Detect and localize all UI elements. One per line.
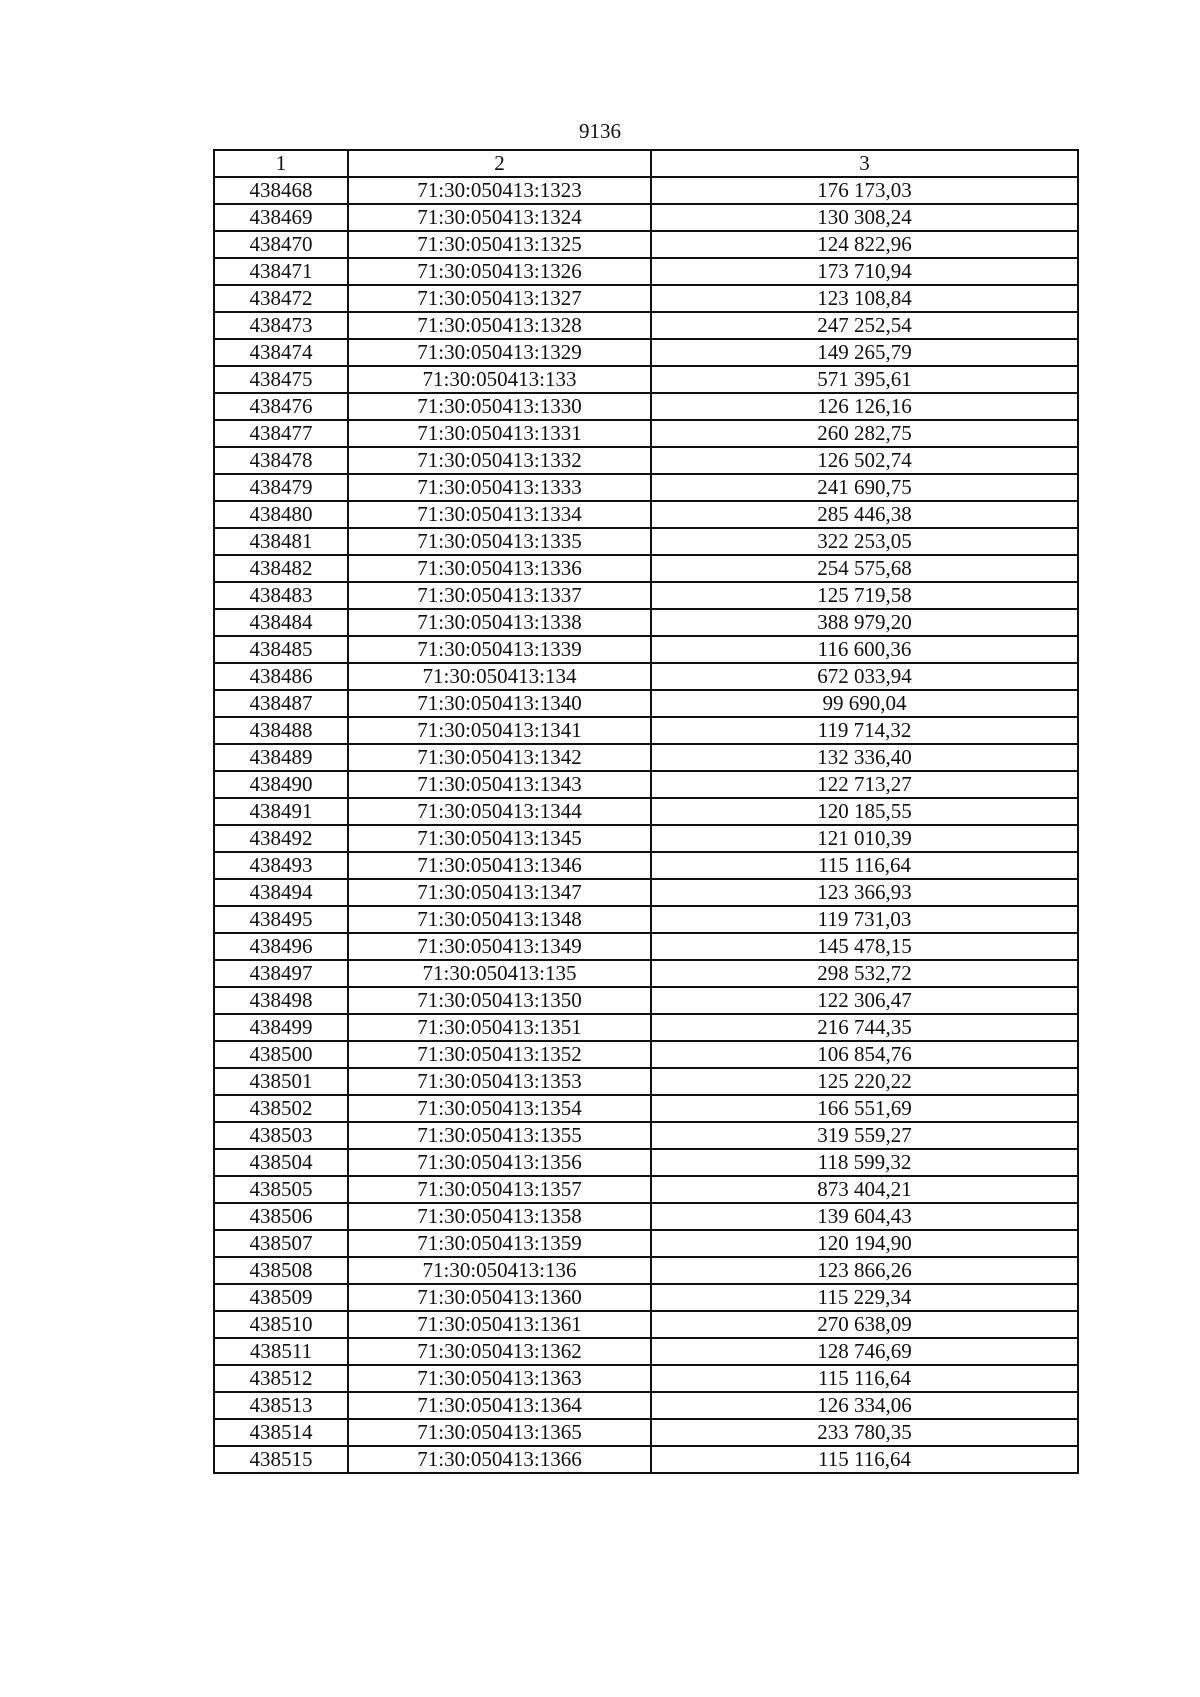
- value-cell: 247 252,54: [651, 312, 1078, 339]
- cadastral-number-cell: 71:30:050413:1353: [348, 1068, 651, 1095]
- row-number-cell: 438476: [214, 393, 348, 420]
- page-number: 9136: [579, 119, 621, 143]
- table-row: [214, 987, 1078, 1014]
- table-row: [214, 285, 1078, 312]
- row-number-cell: 438498: [214, 987, 348, 1014]
- table-row: [214, 204, 1078, 231]
- value-cell: 115 116,64: [651, 1446, 1078, 1473]
- value-cell: 120 185,55: [651, 798, 1078, 825]
- cadastral-number-cell: 71:30:050413:136: [348, 1257, 651, 1284]
- table-row: [214, 1311, 1078, 1338]
- row-number-cell: 438469: [214, 204, 348, 231]
- value-cell: 166 551,69: [651, 1095, 1078, 1122]
- table-row: [214, 663, 1078, 690]
- value-cell: 285 446,38: [651, 501, 1078, 528]
- value-cell: 115 116,64: [651, 1365, 1078, 1392]
- row-number-cell: 438496: [214, 933, 348, 960]
- row-number-cell: 438472: [214, 285, 348, 312]
- row-number-cell: 438477: [214, 420, 348, 447]
- row-number-cell: 438493: [214, 852, 348, 879]
- value-cell: 149 265,79: [651, 339, 1078, 366]
- table-row: [214, 798, 1078, 825]
- table-row: [214, 1122, 1078, 1149]
- cadastral-number-cell: 71:30:050413:1327: [348, 285, 651, 312]
- row-number-cell: 438481: [214, 528, 348, 555]
- table-header-row: [214, 150, 1078, 177]
- value-cell: 125 719,58: [651, 582, 1078, 609]
- table-row: [214, 1257, 1078, 1284]
- value-cell: 322 253,05: [651, 528, 1078, 555]
- row-number-cell: 438485: [214, 636, 348, 663]
- cadastral-number-cell: 71:30:050413:1350: [348, 987, 651, 1014]
- value-cell: 873 404,21: [651, 1176, 1078, 1203]
- cadastral-number-cell: 71:30:050413:1366: [348, 1446, 651, 1473]
- row-number-cell: 438484: [214, 609, 348, 636]
- row-number-cell: 438512: [214, 1365, 348, 1392]
- table-row: [214, 528, 1078, 555]
- value-cell: 132 336,40: [651, 744, 1078, 771]
- cadastral-number-cell: 71:30:050413:1325: [348, 231, 651, 258]
- cadastral-number-cell: 71:30:050413:1337: [348, 582, 651, 609]
- column-header-3: 3: [651, 150, 1078, 177]
- value-cell: 126 126,16: [651, 393, 1078, 420]
- value-cell: 124 822,96: [651, 231, 1078, 258]
- table-row: [214, 339, 1078, 366]
- table-row: [214, 1149, 1078, 1176]
- table-row: [214, 447, 1078, 474]
- cadastral-number-cell: 71:30:050413:1323: [348, 177, 651, 204]
- value-cell: 270 638,09: [651, 1311, 1078, 1338]
- cadastral-number-cell: 71:30:050413:1358: [348, 1203, 651, 1230]
- row-number-cell: 438486: [214, 663, 348, 690]
- table-row: [214, 501, 1078, 528]
- table-row: [214, 582, 1078, 609]
- table-row: [214, 690, 1078, 717]
- value-cell: 126 502,74: [651, 447, 1078, 474]
- row-number-cell: 438483: [214, 582, 348, 609]
- table-row: [214, 1068, 1078, 1095]
- cadastral-number-cell: 71:30:050413:1361: [348, 1311, 651, 1338]
- value-cell: 99 690,04: [651, 690, 1078, 717]
- table-row: [214, 555, 1078, 582]
- row-number-cell: 438511: [214, 1338, 348, 1365]
- cadastral-number-cell: 71:30:050413:1354: [348, 1095, 651, 1122]
- value-cell: 130 308,24: [651, 204, 1078, 231]
- cadastral-number-cell: 71:30:050413:1357: [348, 1176, 651, 1203]
- cadastral-number-cell: 71:30:050413:1339: [348, 636, 651, 663]
- value-cell: 233 780,35: [651, 1419, 1078, 1446]
- cadastral-number-cell: 71:30:050413:1360: [348, 1284, 651, 1311]
- table-row: [214, 474, 1078, 501]
- cadastral-number-cell: 71:30:050413:1364: [348, 1392, 651, 1419]
- row-number-cell: 438490: [214, 771, 348, 798]
- value-cell: 173 710,94: [651, 258, 1078, 285]
- table-body: [214, 177, 1078, 1473]
- value-cell: 139 604,43: [651, 1203, 1078, 1230]
- value-cell: 571 395,61: [651, 366, 1078, 393]
- cadastral-number-cell: 71:30:050413:1348: [348, 906, 651, 933]
- value-cell: 119 731,03: [651, 906, 1078, 933]
- table-row: [214, 393, 1078, 420]
- cadastral-number-cell: 71:30:050413:1340: [348, 690, 651, 717]
- cadastral-number-cell: 71:30:050413:133: [348, 366, 651, 393]
- row-number-cell: 438506: [214, 1203, 348, 1230]
- table-row: [214, 1176, 1078, 1203]
- value-cell: 118 599,32: [651, 1149, 1078, 1176]
- cadastral-number-cell: 71:30:050413:1349: [348, 933, 651, 960]
- value-cell: 120 194,90: [651, 1230, 1078, 1257]
- table-row: [214, 1338, 1078, 1365]
- row-number-cell: 438500: [214, 1041, 348, 1068]
- table-row: [214, 1203, 1078, 1230]
- row-number-cell: 438503: [214, 1122, 348, 1149]
- table-row: [214, 852, 1078, 879]
- row-number-cell: 438492: [214, 825, 348, 852]
- row-number-cell: 438478: [214, 447, 348, 474]
- cadastral-number-cell: 71:30:050413:1342: [348, 744, 651, 771]
- table-row: [214, 1230, 1078, 1257]
- table-row: [214, 1014, 1078, 1041]
- table-row: [214, 1392, 1078, 1419]
- value-cell: 119 714,32: [651, 717, 1078, 744]
- value-cell: 123 366,93: [651, 879, 1078, 906]
- row-number-cell: 438489: [214, 744, 348, 771]
- table-row: [214, 312, 1078, 339]
- row-number-cell: 438470: [214, 231, 348, 258]
- cadastral-number-cell: 71:30:050413:1345: [348, 825, 651, 852]
- row-number-cell: 438508: [214, 1257, 348, 1284]
- row-number-cell: 438499: [214, 1014, 348, 1041]
- value-cell: 388 979,20: [651, 609, 1078, 636]
- cadastral-number-cell: 71:30:050413:1343: [348, 771, 651, 798]
- row-number-cell: 438479: [214, 474, 348, 501]
- row-number-cell: 438488: [214, 717, 348, 744]
- value-cell: 672 033,94: [651, 663, 1078, 690]
- value-cell: 115 116,64: [651, 852, 1078, 879]
- table-row: [214, 1419, 1078, 1446]
- cadastral-number-cell: 71:30:050413:1328: [348, 312, 651, 339]
- cadastral-number-cell: 71:30:050413:1344: [348, 798, 651, 825]
- table-row: [214, 1041, 1078, 1068]
- row-number-cell: 438510: [214, 1311, 348, 1338]
- value-cell: 241 690,75: [651, 474, 1078, 501]
- row-number-cell: 438471: [214, 258, 348, 285]
- table-row: [214, 1095, 1078, 1122]
- row-number-cell: 438494: [214, 879, 348, 906]
- table-row: [214, 906, 1078, 933]
- cadastral-number-cell: 71:30:050413:1365: [348, 1419, 651, 1446]
- value-cell: 254 575,68: [651, 555, 1078, 582]
- cadastral-number-cell: 71:30:050413:1347: [348, 879, 651, 906]
- row-number-cell: 438491: [214, 798, 348, 825]
- cadastral-number-cell: 71:30:050413:1362: [348, 1338, 651, 1365]
- row-number-cell: 438480: [214, 501, 348, 528]
- table-row: [214, 231, 1078, 258]
- row-number-cell: 438514: [214, 1419, 348, 1446]
- row-number-cell: 438513: [214, 1392, 348, 1419]
- cadastral-number-cell: 71:30:050413:1359: [348, 1230, 651, 1257]
- value-cell: 176 173,03: [651, 177, 1078, 204]
- value-cell: 106 854,76: [651, 1041, 1078, 1068]
- cadastral-number-cell: 71:30:050413:1351: [348, 1014, 651, 1041]
- cadastral-number-cell: 71:30:050413:1336: [348, 555, 651, 582]
- row-number-cell: 438487: [214, 690, 348, 717]
- row-number-cell: 438475: [214, 366, 348, 393]
- cadastral-number-cell: 71:30:050413:1355: [348, 1122, 651, 1149]
- value-cell: 122 713,27: [651, 771, 1078, 798]
- cadastral-number-cell: 71:30:050413:1329: [348, 339, 651, 366]
- row-number-cell: 438505: [214, 1176, 348, 1203]
- value-cell: 298 532,72: [651, 960, 1078, 987]
- row-number-cell: 438468: [214, 177, 348, 204]
- row-number-cell: 438515: [214, 1446, 348, 1473]
- table-row: [214, 609, 1078, 636]
- cadastral-value-table: [213, 149, 1079, 1474]
- row-number-cell: 438495: [214, 906, 348, 933]
- cadastral-number-cell: 71:30:050413:1341: [348, 717, 651, 744]
- cadastral-number-cell: 71:30:050413:134: [348, 663, 651, 690]
- table-row: [214, 1365, 1078, 1392]
- value-cell: 123 866,26: [651, 1257, 1078, 1284]
- cadastral-number-cell: 71:30:050413:1346: [348, 852, 651, 879]
- cadastral-number-cell: 71:30:050413:135: [348, 960, 651, 987]
- row-number-cell: 438501: [214, 1068, 348, 1095]
- cadastral-number-cell: 71:30:050413:1330: [348, 393, 651, 420]
- table-row: [214, 636, 1078, 663]
- cadastral-number-cell: 71:30:050413:1363: [348, 1365, 651, 1392]
- cadastral-number-cell: 71:30:050413:1338: [348, 609, 651, 636]
- table-row: [214, 1446, 1078, 1473]
- table-row: [214, 933, 1078, 960]
- row-number-cell: 438509: [214, 1284, 348, 1311]
- value-cell: 126 334,06: [651, 1392, 1078, 1419]
- table-row: [214, 177, 1078, 204]
- cadastral-number-cell: 71:30:050413:1352: [348, 1041, 651, 1068]
- value-cell: 216 744,35: [651, 1014, 1078, 1041]
- cadastral-number-cell: 71:30:050413:1324: [348, 204, 651, 231]
- value-cell: 260 282,75: [651, 420, 1078, 447]
- cadastral-number-cell: 71:30:050413:1331: [348, 420, 651, 447]
- row-number-cell: 438474: [214, 339, 348, 366]
- row-number-cell: 438507: [214, 1230, 348, 1257]
- value-cell: 115 229,34: [651, 1284, 1078, 1311]
- value-cell: 123 108,84: [651, 285, 1078, 312]
- column-header-1: 1: [214, 150, 348, 177]
- table-row: [214, 879, 1078, 906]
- value-cell: 125 220,22: [651, 1068, 1078, 1095]
- table-row: [214, 420, 1078, 447]
- row-number-cell: 438473: [214, 312, 348, 339]
- table-row: [214, 771, 1078, 798]
- row-number-cell: 438502: [214, 1095, 348, 1122]
- row-number-cell: 438482: [214, 555, 348, 582]
- row-number-cell: 438497: [214, 960, 348, 987]
- cadastral-number-cell: 71:30:050413:1333: [348, 474, 651, 501]
- cadastral-number-cell: 71:30:050413:1335: [348, 528, 651, 555]
- cadastral-number-cell: 71:30:050413:1334: [348, 501, 651, 528]
- value-cell: 128 746,69: [651, 1338, 1078, 1365]
- table-row: [214, 258, 1078, 285]
- cadastral-number-cell: 71:30:050413:1356: [348, 1149, 651, 1176]
- value-cell: 319 559,27: [651, 1122, 1078, 1149]
- value-cell: 122 306,47: [651, 987, 1078, 1014]
- value-cell: 145 478,15: [651, 933, 1078, 960]
- cadastral-number-cell: 71:30:050413:1332: [348, 447, 651, 474]
- table-row: [214, 825, 1078, 852]
- table-row: [214, 717, 1078, 744]
- column-header-2: 2: [348, 150, 651, 177]
- cadastral-number-cell: 71:30:050413:1326: [348, 258, 651, 285]
- table-row: [214, 366, 1078, 393]
- value-cell: 121 010,39: [651, 825, 1078, 852]
- row-number-cell: 438504: [214, 1149, 348, 1176]
- table-row: [214, 960, 1078, 987]
- table-row: [214, 744, 1078, 771]
- value-cell: 116 600,36: [651, 636, 1078, 663]
- table-row: [214, 1284, 1078, 1311]
